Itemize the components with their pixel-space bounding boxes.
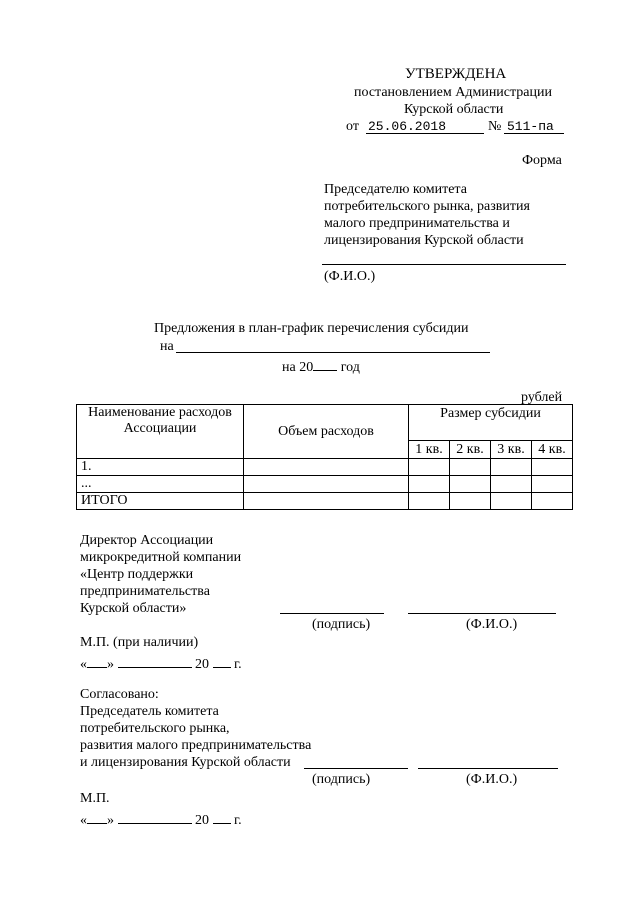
row-q1 (409, 493, 450, 510)
row-q3 (491, 493, 532, 510)
header-subsidy-size: Размер субсидии (409, 405, 573, 441)
subsidy-table (76, 404, 573, 510)
approval-number-field (504, 116, 564, 134)
approval-number: 511-па (507, 119, 554, 134)
director-signature-label: (подпись) (312, 617, 371, 632)
date-month-blank (118, 652, 192, 668)
header-expense-name-line-2: Ассоциации (123, 421, 197, 436)
director-line-1: Директор Ассоциации (80, 533, 214, 548)
row-q3 (491, 476, 532, 493)
date-quote-close: » (107, 657, 114, 672)
proposal-year-suffix: год (340, 360, 360, 375)
form-label: Форма (522, 153, 562, 168)
approval-line-1: постановлением Администрации (354, 85, 552, 100)
director-fio-label: (Ф.И.О.) (466, 617, 518, 632)
currency-label: рублей (521, 390, 563, 405)
date-quote-open: « (80, 813, 87, 828)
agreed-line-1: Согласовано: (80, 687, 159, 702)
agreed-line-3: потребительского рынка, (80, 721, 230, 736)
addressee-line-4: лицензирования Курской области (324, 233, 524, 248)
row-q2 (450, 493, 491, 510)
header-quarter-3: 3 кв. (491, 441, 532, 459)
row-volume (244, 476, 409, 493)
header-quarter-1: 1 кв. (409, 441, 450, 459)
row-label: ... (77, 476, 244, 493)
agreed-fio-label: (Ф.И.О.) (466, 772, 518, 787)
header-expense-name (77, 405, 244, 459)
director-fio-line (408, 613, 556, 614)
header-expense-volume: Объем расходов (244, 405, 409, 459)
date-year-prefix: 20 (195, 657, 209, 672)
row-volume (244, 493, 409, 510)
row-q3 (491, 459, 532, 476)
agreed-line-5: и лицензирования Курской области (80, 755, 291, 770)
date-year-blank (213, 652, 231, 668)
proposal-year-line (282, 355, 360, 376)
addressee-line-2: потребительского рынка, развития (324, 199, 530, 214)
row-label: 1. (77, 459, 244, 476)
row-label: ИТОГО (77, 493, 244, 510)
row-volume (244, 459, 409, 476)
table-row (77, 493, 573, 510)
header-expense-name-line-1: Наименование расходов (88, 405, 232, 420)
director-line-2: микрокредитной компании (80, 550, 242, 565)
approval-title: УТВЕРЖДЕНА (405, 66, 507, 82)
addressee-fio-label: (Ф.И.О.) (324, 269, 376, 284)
proposal-year-prefix: на 20 (282, 360, 314, 375)
table-row (77, 476, 573, 493)
director-line-3: «Центр поддержки (80, 567, 194, 582)
director-signature-line (280, 613, 384, 614)
date-year-blank (213, 808, 231, 824)
approval-date-field (366, 116, 484, 134)
row-q4 (532, 493, 573, 510)
date-month-blank (118, 808, 192, 824)
row-q4 (532, 476, 573, 493)
agreed-fio-line (418, 768, 558, 769)
row-q1 (409, 459, 450, 476)
date-year-prefix: 20 (195, 813, 209, 828)
date-day-blank (87, 652, 107, 668)
header-quarter-2: 2 кв. (450, 441, 491, 459)
approval-number-label: № (488, 119, 502, 134)
proposal-title: Предложения в план-график перечисления субсидии (154, 321, 469, 336)
director-line-4: предпринимательства (80, 584, 210, 599)
agreed-signature-line (304, 768, 408, 769)
seal-label: М.П. (80, 791, 110, 806)
date-day-blank (87, 808, 107, 824)
date-year-suffix: г. (234, 813, 242, 828)
date-quote-open: « (80, 657, 87, 672)
addressee-line-3: малого предпринимательства и (324, 216, 510, 231)
approval-from-label: от (346, 119, 359, 134)
approval-line-2: Курской области (404, 102, 504, 117)
table-row (77, 459, 573, 476)
row-q4 (532, 459, 573, 476)
agreed-date-line (80, 808, 242, 829)
date-quote-close: » (107, 813, 114, 828)
agreed-line-2: Председатель комитета (80, 704, 219, 719)
date-year-suffix: г. (234, 657, 242, 672)
proposal-year-blank (313, 355, 337, 371)
proposal-on-line (176, 352, 490, 353)
agreed-line-4: развития малого предпринимательства (80, 738, 312, 753)
addressee-fio-line (322, 264, 566, 265)
director-date-line (80, 652, 242, 673)
row-q2 (450, 459, 491, 476)
row-q1 (409, 476, 450, 493)
addressee-line-1: Председателю комитета (324, 182, 467, 197)
header-quarter-4: 4 кв. (532, 441, 573, 459)
director-line-5: Курской области» (80, 601, 187, 616)
approval-date: 25.06.2018 (368, 119, 447, 134)
agreed-signature-label: (подпись) (312, 772, 371, 787)
seal-optional: М.П. (при наличии) (80, 635, 199, 650)
proposal-on-label: на (160, 339, 174, 354)
row-q2 (450, 476, 491, 493)
